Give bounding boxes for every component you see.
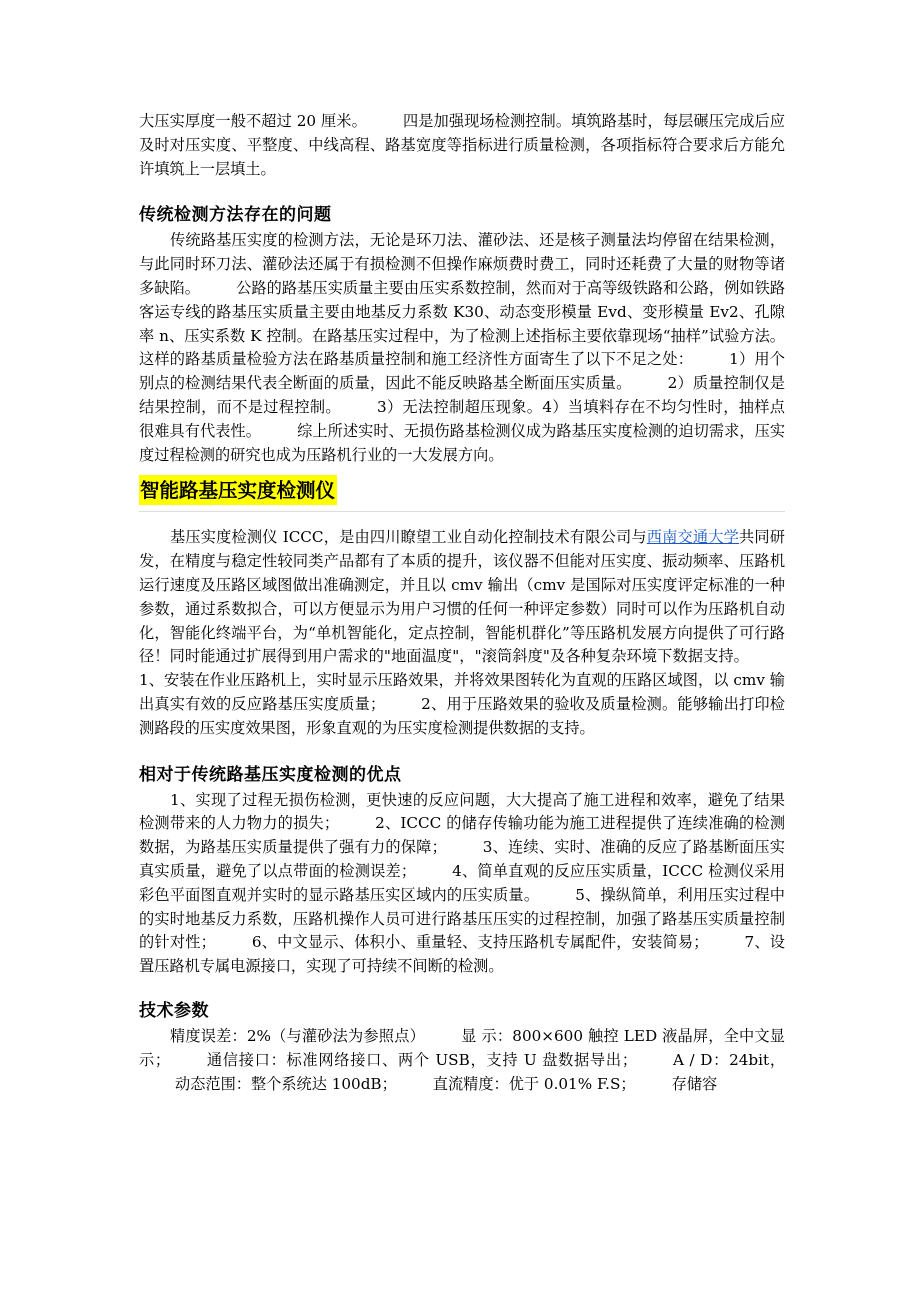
detector-text-3: 1、安装在作业压路机上，实时显示压路效果，并将效果图转化为直观的压路区域图，以 cmv 输出真实有效的反应路基压实度质量；: [139, 671, 785, 713]
horizontal-divider: [139, 511, 785, 512]
specs-paragraph: [139, 1025, 785, 1096]
section-heading-advantages: 相对于传统路基压实度检测的优点: [139, 764, 402, 785]
problems-text-5: 3）无法控制超压现象。: [376, 397, 543, 416]
advantage-3: 3、连续、实时、准确的反应了路基断面压实真实质量，避免了以点带面的检测误差；: [139, 838, 785, 880]
advantages-paragraph: [139, 789, 785, 979]
detector-text-4: 2、用于压路效果的验收及质量检测。能够输出打印检测路段的压实度效果图，形象直观的为压实度检测提供数据的支持。: [139, 694, 785, 737]
problems-text-6: 4）当填料存在不均匀性时，抽样点很难具有代表性。: [139, 397, 785, 440]
spec-ad: A / D：24bit，: [673, 1050, 786, 1069]
detector-paragraph: [139, 526, 785, 740]
spec-dc-accuracy: 直流精度：优于 0.01% F.S；: [432, 1074, 636, 1093]
section-heading-problems: 传统检测方法存在的问题: [139, 205, 332, 226]
intro-paragraph: [139, 110, 785, 181]
spec-accuracy: 精度误差：2%（与灌砂法为参照点）: [170, 1026, 425, 1045]
spec-interface: 通信接口：标准网络接口、两个 USB，支持 U 盘数据导出；: [206, 1050, 638, 1069]
detector-text-1: 基压实度检测仪 ICCC，是由四川瞭望工业自动化控制技术有限公司与: [170, 528, 647, 547]
document-body: [139, 110, 785, 1096]
problems-text-2: 公路的路基压实质量主要由压实系数控制，然而对于高等级铁路和公路，例如铁路客运专线的路基压实质量主要由地基反力系数 K30、动态变形模量 Evd、变形模量 Ev2、孔隙率 n、压实系数 K 控制。在路基压实过程中，为了检测上述指标主要依靠现场“抽样”试验方法。这样的路基质量检验方法在路基质量控制和施工经济性方面寄生了以下不足之处：: [139, 278, 785, 369]
section-heading-specs: 技术参数: [139, 1000, 209, 1021]
advantage-1: 1、实现了过程无损伤检测，更快速的反应问题，大大提高了施工进程和效率，避免了结果检测带来的人力物力的损失；: [139, 790, 785, 833]
problems-text-3: 1）用个别点的检测结果代表全断面的质量，因此不能反映路基全断面压实质量。: [139, 350, 785, 393]
problems-text-4: 2）质量控制仅是结果控制，而不是过程控制。: [139, 374, 785, 416]
spec-dynamic-range: 动态范围：整个系统达 100dB；: [175, 1074, 397, 1093]
highlighted-heading-wrapper: [139, 475, 785, 505]
section-heading-intelligent-detector: 智能路基压实度检测仪: [139, 475, 337, 505]
intro-part2: 四是加强现场检测控制。填筑路基时，每层碾压完成后应及时对压实度、平整度、中线高程、路基宽度等指标进行质量检测，各项指标符合要求后方能允许填筑上一层填土。: [139, 112, 786, 178]
advantage-4: 4、简单直观的反应压实质量，ICCC 检测仪采用彩色平面图直观并实时的显示路基压实区域内的压实质量。: [139, 861, 786, 904]
spec-display: 显 示：800×600 触控 LED 液晶屏，全中文显示；: [139, 1026, 785, 1069]
problems-text-7: 综上所述实时、无损伤路基检测仪成为路基压实度检测的迫切需求，压实度过程检测的研究也成为压路机行业的一大发展方向。: [139, 421, 785, 464]
advantage-5: 5、操纵简单，利用压实过程中的实时地基反力系数，压路机操作人员可进行路基压压实的过程控制，加强了路基压实质量控制的针对性；: [139, 885, 785, 952]
intro-part1: 大压实厚度一般不超过 20 厘米。: [139, 112, 367, 130]
detector-text-2: 共同研发，在精度与稳定性较同类产品都有了本质的提升，该仪器不但能对压实度、振动频率、压路机运行速度及压路区域图做出准确测定，并且以 cmv 输出（cmv 是国际对压实度评定标准的一种参数，通过系数拟合，可以方便显示为用户习惯的任何一种评定参数）同时可以作为压路机自动化，智能化终端平台，为“单机智能化，定点控制，智能机群化”等压路机发展方向提供了可行路径！同时能通过扩展得到用户需求的"地面温度"，"滚筒斜度"及各种复杂环境下数据支持。: [139, 528, 785, 666]
advantage-6: 6、中文显示、体积小、重量轻、支持压路机专属配件，安装简易；: [251, 933, 709, 952]
advantage-7: 7、设置压路机专属电源接口，实现了可持续不间断的检测。: [139, 933, 785, 976]
problems-paragraph: [139, 229, 785, 467]
university-link[interactable]: 西南交通大学: [646, 528, 740, 547]
problems-text-1: 传统路基压实度的检测方法，无论是环刀法、灌砂法、还是核子测量法均停留在结果检测，与此同时环刀法、灌砂法还属于有损检测不但操作麻烦费时费工，同时还耗费了大量的财物等诸多缺陷。: [139, 231, 785, 297]
spec-storage: 存储容: [671, 1074, 718, 1093]
advantage-2: 2、ICCC 的储存传输功能为施工进程提供了连续准确的检测数据，为路基压实质量提供了强有力的保障；: [139, 814, 786, 857]
